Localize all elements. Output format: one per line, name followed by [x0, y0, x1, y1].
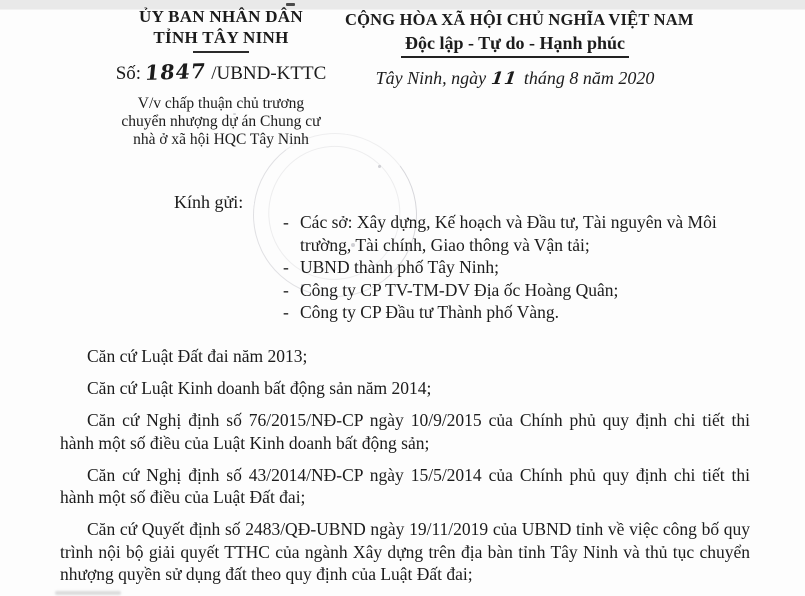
- list-dash-marker: -: [283, 257, 289, 277]
- list-dash-marker: -: [283, 212, 289, 232]
- subject-line-2: chuyển nhượng dự án Chung cư: [121, 113, 321, 130]
- recipient-item: [283, 279, 717, 302]
- header-national: [345, 9, 694, 89]
- body-paragraph: Căn cứ Nghị định số 76/2015/NĐ-CP ngày 10/9/2015 của Chính phủ quy định chi tiết thi hành một số điều của Luật Kinh doanh bất động sản;: [60, 410, 750, 453]
- issuing-authority-parent: ỦY BAN NHÂN DÂN: [139, 7, 303, 26]
- salutation-label: Kính gửi:: [174, 192, 244, 212]
- recipient-text: Các sở: Xây dựng, Kế hoạch và Đầu tư, Tài nguyên và Môi trường, Tài chính, Giao thông và Vận tải;: [300, 212, 717, 255]
- list-dash-marker: -: [283, 279, 289, 300]
- recipient-item: [283, 211, 717, 256]
- document-subject: [91, 95, 351, 149]
- document-number-handwritten: 1847: [143, 58, 208, 86]
- subject-line-3: nhà ở xã hội HQC Tây Ninh: [133, 131, 309, 148]
- document-number-suffix: /UBND-KTTC: [211, 63, 327, 84]
- body-paragraph: Căn cứ Luật Đất đai năm 2013;: [87, 346, 308, 366]
- list-dash-marker: -: [283, 302, 289, 322]
- recipient-item: [283, 256, 717, 279]
- recipient-text: Công ty CP TV-TM-DV Địa ốc Hoàng Quân;: [300, 279, 619, 300]
- body-paragraph: Căn cứ Quyết định số 2483/QĐ-UBND ngày 19/11/2019 của UBND tỉnh về việc công bố quy trình nội bộ giải quyết TTHC của ngành Xây dựng trên địa bàn tỉnh Tây Ninh và thủ tục chuyển nhượng quyền sử dụng đất theo quy định của Luật Đất đai;: [60, 519, 750, 584]
- body-paragraph: Căn cứ Nghị định số 43/2014/NĐ-CP ngày 15/5/2014 của Chính phủ quy định chi tiết thi hành một số điều của Luật Đất đai;: [60, 464, 750, 507]
- document-number-label: Số:: [115, 63, 142, 84]
- date-suffix: tháng 8 năm 2020: [523, 68, 655, 88]
- place-date-line: [345, 68, 685, 89]
- recipient-text: Công ty CP Đầu tư Thành phố Vàng.: [300, 302, 560, 322]
- header-left-underline: [193, 51, 249, 53]
- national-motto: Độc lập - Tự do - Hạnh phúc: [401, 33, 629, 58]
- recipient-item: [283, 301, 717, 324]
- recipient-text: UBND thành phố Tây Ninh;: [300, 257, 499, 277]
- scan-speck: [378, 165, 381, 168]
- national-title: CỘNG HÒA XÃ HỘI CHỦ NGHĨA VIỆT NAM: [345, 10, 694, 29]
- date-day-handwritten: 11: [487, 69, 521, 89]
- recipient-list: [283, 211, 717, 324]
- national-motto-row: [345, 33, 685, 58]
- document-number-line: [91, 60, 351, 85]
- date-prefix: Tây Ninh, ngày: [375, 68, 487, 88]
- issuing-authority-name: TỈNH TÂY NINH: [153, 28, 289, 47]
- subject-line-1: V/v chấp thuận chủ trương: [137, 95, 305, 112]
- body-paragraph: Căn cứ Luật Kinh doanh bất động sản năm 2014;: [87, 378, 432, 398]
- document-body: [60, 345, 750, 595]
- header-issuing-authority: [91, 6, 351, 149]
